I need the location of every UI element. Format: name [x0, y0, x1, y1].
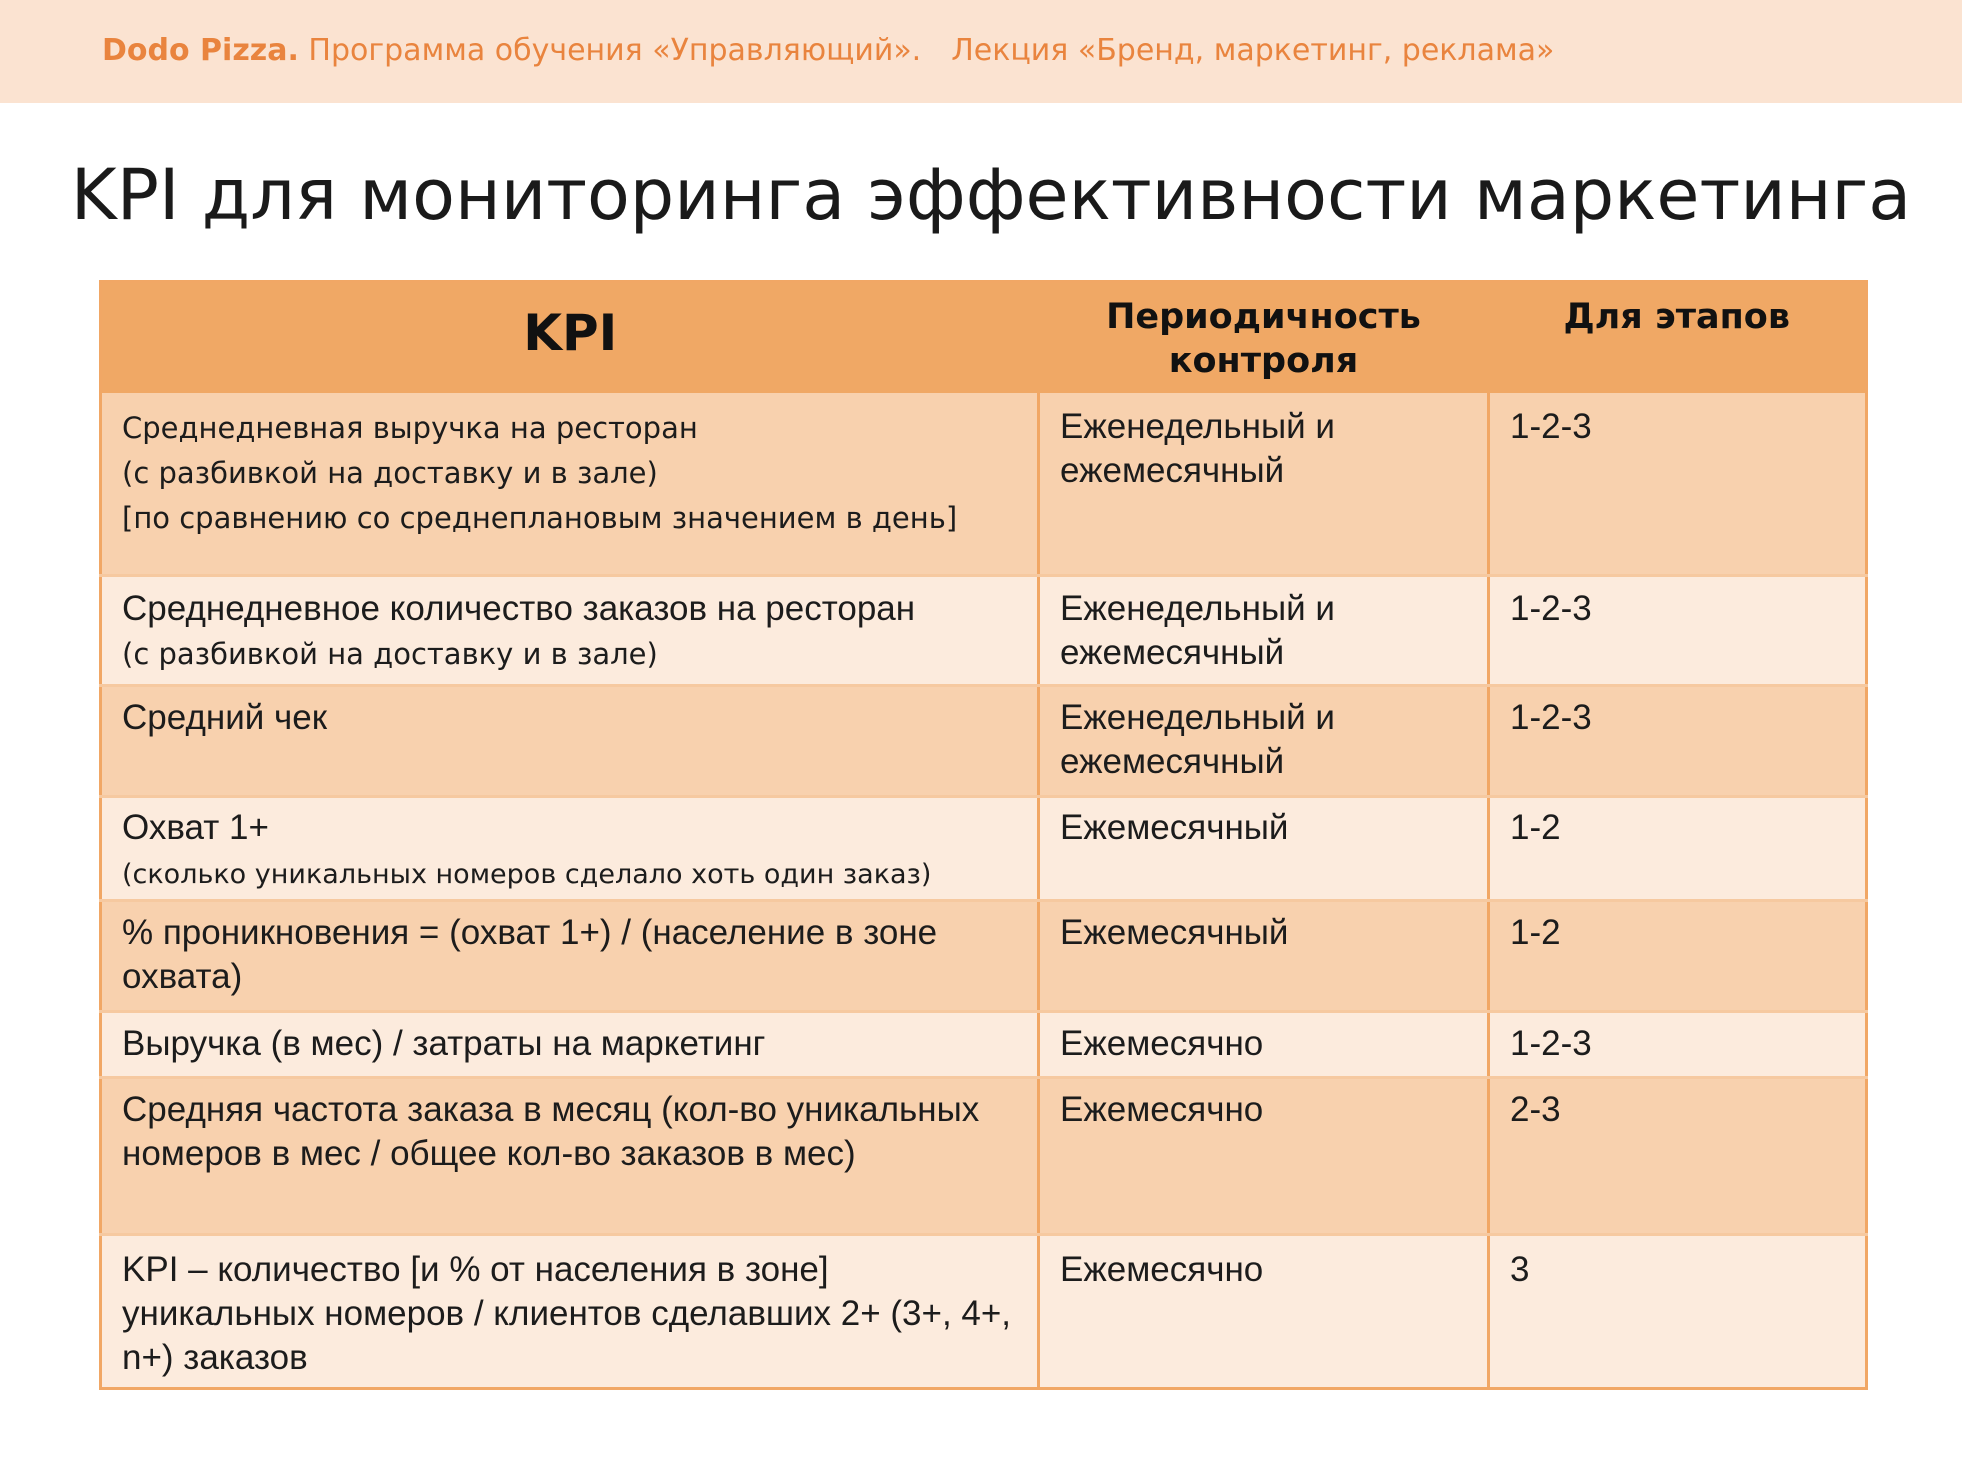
kpi-cell: KPI – количество [и % от населения в зоне] уникальных номеров / клиентов сделавших 2+ (3+, 4+, n+) заказов — [101, 1234, 1039, 1388]
kpi-cell: Средняя частота заказа в месяц (кол-во уникальных номеров в мес / общее кол-во заказов в мес) — [101, 1077, 1039, 1234]
stages-cell: 1-2 — [1489, 900, 1867, 1011]
table-header-row — [101, 282, 1867, 394]
stages-cell: 1-2-3 — [1489, 1011, 1867, 1077]
kpi-cell: Среднедневное количество заказов на ресторан (с разбивкой на доставку и в зале) — [101, 575, 1039, 685]
period-cell: Еженедельный и ежемесячный — [1039, 685, 1489, 796]
period-cell: Еженедельный и ежемесячный — [1039, 393, 1489, 575]
table-row — [101, 1077, 1867, 1234]
kpi-cell: Среднедневная выручка на ресторан (с разбивкой на доставку и в зале) [по сравнению со среднеплановым значением в день] — [101, 393, 1039, 575]
table-row — [101, 900, 1867, 1011]
period-cell: Ежемесячно — [1039, 1011, 1489, 1077]
stages-cell: 1-2-3 — [1489, 393, 1867, 575]
stages-cell: 3 — [1489, 1234, 1867, 1388]
table-row — [101, 575, 1867, 685]
period-cell: Ежемесячный — [1039, 796, 1489, 900]
table-row — [101, 685, 1867, 796]
header-kpi: KPI — [101, 282, 1039, 394]
header-period: Периодичность контроля — [1039, 282, 1489, 394]
stages-cell: 1-2-3 — [1489, 575, 1867, 685]
kpi-cell: Средний чек — [101, 685, 1039, 796]
table-row — [101, 393, 1867, 575]
stages-cell: 2-3 — [1489, 1077, 1867, 1234]
kpi-cell: % проникновения = (охват 1+) / (население в зоне охвата) — [101, 900, 1039, 1011]
period-cell: Ежемесячно — [1039, 1077, 1489, 1234]
table-row — [101, 1234, 1867, 1388]
header-bar — [0, 0, 1962, 103]
header-text — [102, 33, 1554, 68]
kpi-cell: Выручка (в мес) / затраты на маркетинг — [101, 1011, 1039, 1077]
brand-name: Dodo Pizza. — [102, 33, 299, 68]
stages-cell: 1-2 — [1489, 796, 1867, 900]
kpi-table — [99, 280, 1868, 1390]
kpi-cell: Охват 1+ (сколько уникальных номеров сделало хоть один заказ) — [101, 796, 1039, 900]
program-name: Программа обучения «Управляющий». — [308, 33, 922, 68]
period-cell: Ежемесячно — [1039, 1234, 1489, 1388]
table-row — [101, 796, 1867, 900]
stages-cell: 1-2-3 — [1489, 685, 1867, 796]
slide-title: KPI для мониторинга эффективности маркетинга — [70, 154, 1912, 236]
table-row — [101, 1011, 1867, 1077]
lecture-name: Лекция «Бренд, маркетинг, реклама» — [951, 33, 1555, 68]
period-cell: Еженедельный и ежемесячный — [1039, 575, 1489, 685]
period-cell: Ежемесячный — [1039, 900, 1489, 1011]
header-stages: Для этапов — [1489, 282, 1867, 394]
